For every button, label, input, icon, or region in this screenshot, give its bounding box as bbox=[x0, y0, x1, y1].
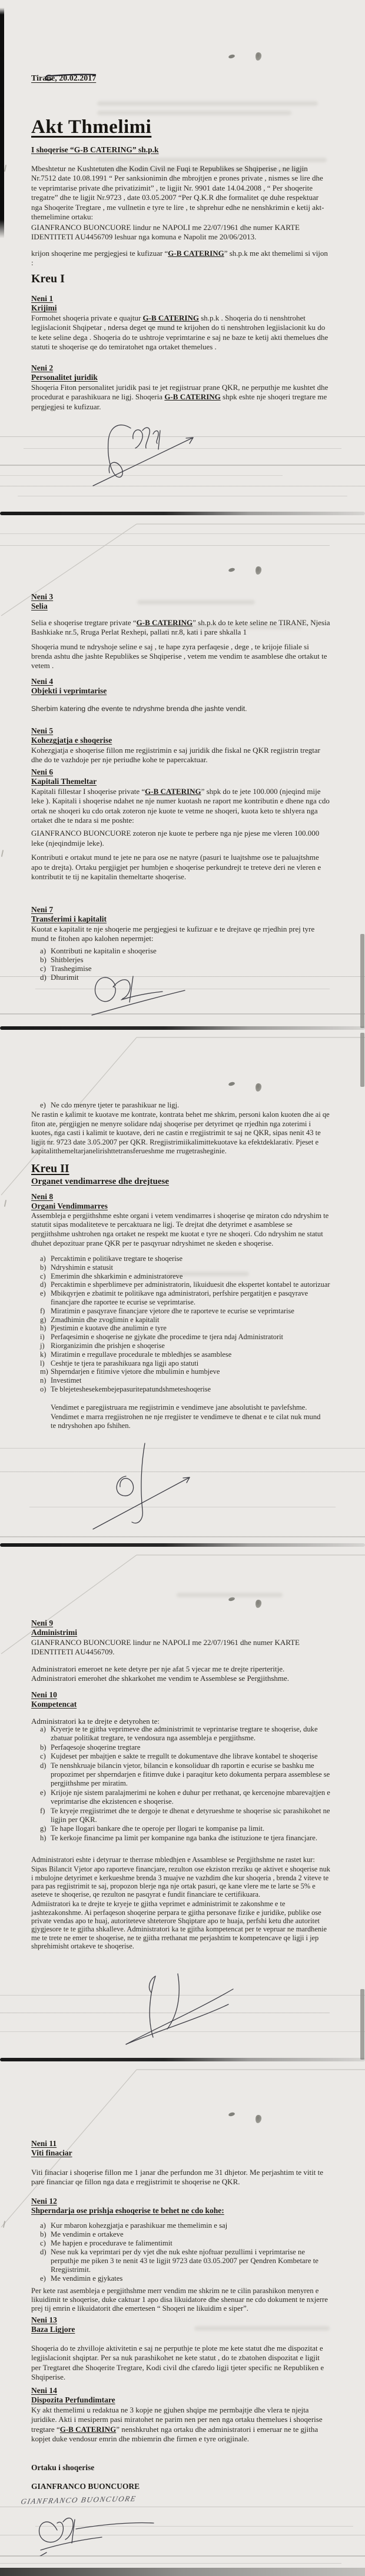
list-marker: d) bbox=[40, 1761, 47, 1770]
article-14-body bbox=[31, 2405, 330, 2444]
list-item bbox=[40, 1350, 330, 1359]
article-11-body: Viti finaciar i shoqerise fillon me 1 janar dhe perfundon me 31 dhjetor. Me perjashtim te vitit te pare financiar qe fillon nga data e rregjistrimit te shoqerise ne QKR. bbox=[31, 2167, 323, 2187]
article-5-section bbox=[31, 726, 330, 765]
article-1-number: Neni 1 bbox=[31, 294, 54, 303]
list-item-text: Kontributi ne kapitalin e shoqerise bbox=[51, 946, 157, 955]
list-item bbox=[40, 1752, 330, 1761]
company-name-emphasis: G-B CATERING bbox=[145, 786, 201, 796]
article-2-section bbox=[31, 363, 330, 412]
article-3-section bbox=[31, 592, 330, 671]
article-13-section bbox=[31, 2315, 330, 2382]
list-item-e bbox=[31, 1101, 330, 1110]
paragraph-text: Shoqeria Fiton personalitet juridik pasi te jet regjistruar prane QKR, ne perputhje me kushtet dhe procedurat e parashikuara ne ligj. Shoqeria bbox=[31, 382, 328, 402]
list-item-text: Te kryeje rregjistrimet dhe te dergoje te dhenat e detyrueshme te shoqerise sic parashikohet ne ligjin per QKR. bbox=[51, 1806, 330, 1824]
chapter-2-subheading: Organet vendimarrese dhe drejtuese bbox=[31, 1177, 169, 1186]
article-9-title: Administrimi bbox=[31, 1628, 78, 1637]
article-14-section bbox=[31, 2386, 330, 2444]
signature-ink-page-3 bbox=[88, 1440, 194, 1533]
article-4-section bbox=[31, 677, 330, 713]
list-item-text: Dhurimit bbox=[51, 972, 79, 982]
article-5-number: Neni 5 bbox=[31, 726, 54, 735]
article-4-body: Sherbim katering dhe evente te ndryshme brenda dhe jashte vendit. bbox=[31, 704, 247, 713]
article-11-section bbox=[31, 2139, 330, 2187]
paragraph-text: Formohet shoqeria private e quajtur bbox=[31, 313, 143, 322]
paragraph-text: ” nenshkruhet nga ortaku dhe administratori i emeruar ne te gjitha kopjet duke vendosur emrin dhe mbiemrin dhe firmen e tyre origjinale. bbox=[31, 2424, 318, 2444]
list-item bbox=[40, 2221, 330, 2230]
signature-ink-page-5 bbox=[32, 2509, 159, 2556]
paragraph-text: shpk eshte nje shoqeri tregtare me pergjegjesi te kufizuar. bbox=[31, 392, 327, 411]
article-9-body: GIANFRANCO BUONCUORE lindur ne NAPOLI me 22/07/1961 dhe numer KARTE IDENTITETI AU4456709. bbox=[31, 1637, 300, 1657]
list-item bbox=[40, 2230, 330, 2239]
founder-identity-paragraph: GIANFRANCO BUONCUORE lindur ne NAPOLI me 22/07/1961 dhe numer KARTE IDENTITETI AU4456709 leshuar nga komuna e Napolit me 20/06/2013. bbox=[31, 223, 300, 242]
article-7-body: Kuotat e kapitalit te nje shoqerie me pergjegjesi te kufizuar e te drejtave qe rrjedhin prej tyre mund te fitohen apo kalohen nepermjet: bbox=[31, 924, 315, 943]
handwritten-name: GIANFRANCO BUONCUORE bbox=[20, 2494, 137, 2506]
signature-ink-page-4 bbox=[117, 1971, 237, 2049]
list-marker: b) bbox=[40, 1743, 47, 1751]
scanner-edge-artifact bbox=[360, 1989, 364, 2060]
paragraph-text: Ky akt themelimi u redaktua ne 3 kopje ne gjuhen shqipe me permbajtje dhe vlera te njejta juridike. Akti i mesiperm pasi miratohet ne parim nen per nen nga ortaku themelues i shoqerise tregtare “ bbox=[31, 2405, 323, 2434]
page-separator bbox=[0, 512, 365, 515]
article-12-list bbox=[31, 2221, 330, 2283]
bleedthrough-text bbox=[97, 158, 327, 162]
list-marker: n) bbox=[40, 1376, 47, 1385]
capital-transfer-paragraph: Ne rastin e kalimit te kuotave me kontrate, kontrata behet me shkrim, personi kalon kuoten dhe ai qe fiton ate, pergjigjen ne menyre solidare ndaj shoqerise per detyrimet qe rrjedhin nga zoterimi i kuotes, nga casti i kalimit te kuotave, deri ne castin e rregjistrimit te saj ne QKR, sipas nenit 43 te ligjit nr. 9723 date 3.05.2007 per QKR. Rregjistrimiikalimittekuotave ka efektdeklarativ. Pjeset e kapitalitthemeltarjanelirishttetransferueshme me rrugetrasheginie. bbox=[31, 1110, 330, 1156]
company-name-emphasis: G-B CATERING bbox=[136, 618, 193, 627]
bleedthrough-text bbox=[97, 111, 291, 115]
article-8-list bbox=[31, 1254, 330, 1394]
list-item-text: Kujdeset per mbajtjen e sakte te rregullt te dokumentave dhe librave kontabel te shoqerise bbox=[51, 1752, 318, 1761]
page-separator bbox=[0, 2058, 365, 2061]
list-item-text: Miratimin e rregullave procedurale te mbledhjes se asamblese bbox=[51, 1350, 232, 1359]
list-item-text: Pjestimin e kuotave dhe anulimin e tyre bbox=[51, 1324, 167, 1333]
list-item-text: Ne cdo menyre tjeter te parashikuar ne ligj. bbox=[51, 1101, 180, 1109]
article-10-number: Neni 10 bbox=[31, 1690, 57, 1699]
article-13-number: Neni 13 bbox=[31, 2315, 57, 2324]
article-12-number: Neni 12 bbox=[31, 2197, 57, 2205]
paragraph-text: krijon shoqerine me pergjegjesi te kufizuar “ bbox=[31, 249, 168, 258]
list-item-text: Te blejeteshesekembejepasuritepatundshmeteshoqerise bbox=[51, 1384, 211, 1393]
page-separator bbox=[0, 1543, 365, 1547]
closing-founder-name: GIANFRANCO BUONCUORE bbox=[31, 2482, 140, 2491]
article-1-section bbox=[31, 294, 330, 352]
list-item bbox=[40, 2248, 330, 2274]
article-12-title: Shperndarja ose prishja eshoqerise te behet ne cdo kohe: bbox=[31, 2206, 224, 2215]
article-8-body: Assembleja e pergjithshme eshte organi i vetem vendimarres i shoqerise qe miraton cdo ndryshim te statutit sipas modaliteteve te percaktuara ne ligj. Te drejtat dhe detyrimet e asamblese se pergjithshme ushtrohen nga ortaket ne respekt me kuotat e tyre ne shoqeri. Cdo ndryshim ne statut dhuhet depozituar prane QKR per te pasqyruar ndryshimet ne skeden e shoqerise. bbox=[31, 1211, 329, 1247]
paragraph-text: Admiistratori ka te drejte te kryeje te gjitha veprimet e administrimit te zakonshme e te jashtezakonshme. Ai perfaqeson shoqerine perpara te gjitha personave fizike e juridike, publike ose private vendas apo te huaj, autoriteteve shteterore Shqiptare apo te huaja, perfshi ketu dhe autoritet gjygjesore te te gjitha shkalleve. Administratori ka te gjitha kompetencat per te vepruar ne mardhenie me te trete ne emer te shoqerise, ne te gjitha rrethanat me perjashtim te kompetencave qe ligji i jep shprehimisht ortakeve te shoqerise. bbox=[31, 1900, 327, 1950]
list-item bbox=[40, 1743, 330, 1752]
article-5-body: Kohezgjatja e shoqerise fillon me regjistrimin e saj juridik dhe fiskal ne QKR regjistrin tregtar dhe do te vazhdoje per nje periudhe kohe te papercaktuar. bbox=[31, 745, 320, 765]
article-1-body bbox=[31, 313, 330, 352]
article-6-title: Kapitali Themeltar bbox=[31, 777, 97, 786]
list-marker: m) bbox=[40, 1367, 48, 1376]
list-item bbox=[40, 1333, 330, 1342]
article-9-body-2: Administratori emeroet ne kete detyre per nje afat 5 vjecar me te drejte riperteritje. Administratori emerohet dhe shkarkohet me vendim te Assemblese se Pergjithshme. bbox=[31, 1664, 290, 1683]
article-11-title: Viti finaciar bbox=[31, 2148, 72, 2158]
article-8-title: Organi Vendimmarres bbox=[31, 1202, 108, 1211]
article-7-title: Transferimi i kapitalit bbox=[31, 915, 107, 924]
signature-ink-page-1 bbox=[81, 415, 199, 493]
list-item-text: Te hape llogari bankare dhe te operoje per llogari te kompanise pa limit. bbox=[51, 1824, 265, 1833]
list-item-text: Percaktimin e politikave tregtare te shoqerise bbox=[51, 1254, 182, 1263]
list-item-text: Zmadhimin dhe zvoglimin e kapitalit bbox=[51, 1315, 160, 1324]
bleedthrough-text bbox=[97, 101, 318, 106]
article-13-body: Shoqeria do te zhvilloje aktivitetin e saj ne perputhje te plote me kete statut dhe me dispozitat e legjislacionit shqiptar. Per sa nuk parashikohet ne kete statut , do te zbatohen dispozitat e ligjit per Tregtaret dhe Shoqerite Tregtare, Kodi civil dhe cfaredo ligji tjeter specific ne Republiken e Shqiperise. bbox=[31, 2343, 324, 2382]
scanner-edge-artifact bbox=[360, 1033, 364, 1087]
list-marker: f) bbox=[40, 1306, 45, 1315]
intro-paragraph: Mbeshtetur ne Kushtetuten dhe Kodin Civil ne Fuqi te Republikes se Shqiperise , ne ligjin Nr.7512 date 10.08.1991 “ Per sanksionimin dhe mbrojtjen e prones private , nismes se lire dhe te veprimtarise private dhe privatizimit” , te ligjit Nr. 9901 date 14.04.2008 , “ Per shoqerite tregatre” dhe te ligjit Nr.9723 , date 03.05.2007 “Per Q.K.R dhe formalitet qe duhe respektuar nga Shoqerite Tregtare , me vullnetin e tyre te lire , te shprehur edhe ne nenshkrimin e ketij akt-themelimine ortaku: bbox=[31, 164, 324, 222]
article-2-number: Neni 2 bbox=[31, 363, 54, 372]
article-8-tail-paragraph: Vendimet e paregjistruara me regjistrimin e vendimeve jane absolutisht te pavlefshme. Vendimet e marra rregjistrohen ne nje rregjister te vendimeve te dhenat e te cilat nuk mund te ndryshohen apo fshihen. bbox=[51, 1403, 321, 1430]
company-name-emphasis: G-B CATERING bbox=[168, 249, 224, 258]
list-item-text: Kur mbaron kohezgjatja e parashikuar me themelimin e saj bbox=[51, 2221, 228, 2230]
list-item-text: Te nenshkruaje bilancin vjetor, bilancin e konsoliduar dh raportin e ecurise se bashku me propozimet per shperndarjen e fitimve duke i paraqitur keto dokumenta perpara assemblese se pergjithshme per miratim. bbox=[51, 1761, 330, 1788]
list-item-text: Nese nuk ka veprimtari per dy vjet dhe nuk eshte njoftuar pezullimi i veprimtarise ne perputhje me piken 3 te nenit 43 te ligjit 9723 date 03.05.2007 per Qendren Kombetare te Rregjistrimit. bbox=[51, 2247, 318, 2274]
list-item bbox=[40, 1807, 330, 1825]
list-item-text: Me vendimin e gjykates bbox=[51, 2274, 123, 2283]
list-item bbox=[40, 1834, 330, 1843]
list-marker: h) bbox=[40, 1324, 47, 1333]
paragraph-text: Kapitali fillestar I shoqerise private “ bbox=[31, 786, 145, 796]
article-6-body bbox=[31, 787, 330, 826]
list-marker: g) bbox=[40, 1824, 47, 1833]
article-3-number: Neni 3 bbox=[31, 592, 54, 601]
list-marker: d) bbox=[40, 972, 47, 982]
list-marker: e) bbox=[40, 1101, 46, 1109]
list-item bbox=[40, 1316, 330, 1324]
article-4-title: Objekti i veprimtarise bbox=[31, 686, 107, 696]
list-item bbox=[40, 1725, 330, 1743]
list-item-text: Te kerkoje financime pa limit per kompanine nga banka dhe istituzione te tjera financjare. bbox=[51, 1833, 318, 1842]
article-9-number: Neni 9 bbox=[31, 1619, 54, 1627]
list-item bbox=[40, 2274, 330, 2283]
list-item bbox=[40, 1359, 330, 1368]
article-6-number: Neni 6 bbox=[31, 768, 54, 776]
list-item-text: Riorganizimin dhe prishjen e shoqerise bbox=[51, 1341, 165, 1350]
paragraph-text: ” sh.p.k me akt themelimi si vijon : bbox=[31, 249, 328, 268]
list-item-text: Shitblerjes bbox=[51, 955, 84, 964]
article-8-section bbox=[31, 1192, 330, 1248]
list-item bbox=[40, 1824, 330, 1833]
list-item bbox=[40, 946, 330, 955]
scanner-edge-artifact bbox=[360, 934, 364, 1028]
article-10-list bbox=[31, 1725, 330, 1843]
company-name-emphasis: G-B CATERING bbox=[59, 2424, 117, 2434]
list-item-text: Ndryshimin e statusit bbox=[51, 1263, 114, 1272]
paragraph-text: Sipas Bilancit Vjetor apo raporteve financjare, rezulton ose ekziston rreziku qe aktivet e shoqerise nuk i mbulojne detyrimet e kerkueshme brenda 3 muajve ne vazhdim dhe kur shoqeria , brenda 2 viteve te para pas regjistrimit te saj, propozon blerje nga nje ortak pasuri, qe kane vlere me te larte se 5% e aseteve te shoqerise, qe rezulton ne pasqyrat e fundit financiare te certifikuara. bbox=[31, 1865, 330, 1899]
article-12-section bbox=[31, 2197, 330, 2313]
paragraph-text: ” shpk do te jete 100.000 (njeqind mije leke ). Kapitali i shoqerise ndahet ne nje numer kuotash ne raport me kontributin e dhene nga cdo ortak ne shoqeri ku cdo ortak zoteron nje kuote te vetme ne shoqeri, kuota keto te shlyera nga ortaket dhe te ndara si me poshte: bbox=[31, 786, 330, 825]
article-2-body bbox=[31, 383, 330, 412]
closing-role-label: Ortaku i shoqerise bbox=[31, 2463, 95, 2472]
list-item-text: Perfaqesoje shoqerine tregtare bbox=[51, 1743, 141, 1751]
chapter-1-heading: Kreu I bbox=[31, 272, 65, 285]
list-item-text: Miratimin e pasqyrave financjare vjetore dhe te raporteve te ecurise se veprimtarise bbox=[51, 1306, 294, 1315]
list-item-text: Ceshtje te tjera te parashikuara nga ligji apo statuti bbox=[51, 1359, 199, 1367]
list-item-text: Emerimin dhe shkarkimin e administratoreve bbox=[51, 1272, 183, 1280]
list-marker: b) bbox=[40, 955, 47, 964]
list-item bbox=[40, 1307, 330, 1316]
paragraph-text: ” sh.p.k do te kete seline ne TIRANE, Njesia Bashkiake nr.5, Rruga Perlat Rexhepi, pallati nr.8, kati i pare shkalla 1 bbox=[31, 618, 330, 637]
list-marker: f) bbox=[40, 1806, 45, 1815]
article-3-body bbox=[31, 618, 330, 638]
list-marker: a) bbox=[40, 946, 47, 955]
list-item-text: Investimet bbox=[51, 1376, 82, 1385]
chapter-2-heading: Kreu II bbox=[31, 1162, 69, 1175]
signature-ink-page-2 bbox=[86, 966, 189, 1017]
list-item bbox=[40, 1788, 330, 1807]
scanner-edge-artifact bbox=[0, 8, 4, 238]
company-name-emphasis: G-B CATERING bbox=[164, 392, 221, 402]
bleedthrough-text bbox=[177, 1593, 283, 1597]
list-item bbox=[40, 1272, 330, 1281]
article-8-number: Neni 8 bbox=[31, 1192, 54, 1201]
paragraph-text: Administratori eshte i detyruar te therrase mbledhjen e Assamblese se Pergjithshme ne rastet kur: bbox=[31, 1856, 315, 1864]
list-marker: e) bbox=[40, 1289, 46, 1298]
article-10-title: Kompetencat bbox=[31, 1700, 77, 1709]
list-item-text: Me hapjen e procedurave te falimentimit bbox=[51, 2238, 172, 2247]
article-12-tail: Per kete rast asembleja e pergjithshme merr vendim me shkrim ne te cilin parashikon menyren e likuidimit te shoqerise, duke caktuar 1 apo disa likuidatore dhe shenuar ne cdo dokument te nxjerre prej tij emrin e likuidatorit dhe emertesen “ Shoqeri ne likuidim e siper”. bbox=[31, 2286, 328, 2313]
list-item bbox=[40, 1376, 330, 1385]
document-title: Akt Thmelimi bbox=[31, 116, 152, 138]
article-11-number: Neni 11 bbox=[31, 2139, 57, 2148]
list-marker: j) bbox=[40, 1341, 45, 1350]
article-6-body-2: GIANFRANCO BUONCUORE zoteron nje kuote te perbere nga nje pjese me vleren 100.000 leke (njeqindmije leke). bbox=[31, 829, 320, 847]
list-item bbox=[40, 1761, 330, 1788]
list-marker: c) bbox=[40, 1272, 46, 1280]
article-3-body-2: Shoqeria mund te ndryshoje seline e saj , te hape zyra perfaqesie , dege , te krijoje filiale si brenda ashtu dhe jashte Republikes se Shqiperise , vetem me vendim te asamblese dhe ortakut te vetem . bbox=[31, 642, 327, 670]
article-5-title: Kohezgjatja e shoqerise bbox=[31, 736, 112, 745]
list-marker: o) bbox=[40, 1384, 47, 1393]
list-item bbox=[40, 1289, 330, 1307]
list-item bbox=[40, 1263, 330, 1272]
list-marker: g) bbox=[40, 1315, 47, 1324]
list-marker: a) bbox=[40, 2221, 46, 2230]
list-item bbox=[40, 1254, 330, 1263]
list-item-text: Trashegimise bbox=[51, 963, 92, 973]
article-10-section bbox=[31, 1690, 330, 1726]
list-item bbox=[40, 1280, 330, 1289]
list-marker: i) bbox=[40, 1333, 45, 1342]
list-item bbox=[40, 1324, 330, 1333]
paragraph-text: Selia e shoqerise tregtare private “ bbox=[31, 618, 137, 627]
list-item-text: Kryerje te te gjitha veprimeve dhe administrimit te veprintarise tregtare te shoqerise, duke zbatuar politikat tregtare, te vendosura nga assembleja e pergjithsme. bbox=[51, 1725, 318, 1743]
document-date-line: Tirane, 20.02.2017 bbox=[31, 74, 97, 83]
paragraph-text: sh.p.k . Shoqeria do ti nenshtrohet legjislacionit Shqipetar , ndersa deget qe mund te krijohen do ti nenshtrohen legjislacionit ku do te kete seline dega . Shoqeria do te ushtroje veprimtarine e saj ne baze te ketij akti themelues dhe statuti te shoqerise qe do temiratohet nga ortaket themelues . bbox=[31, 313, 328, 352]
article-13-title: Baza Ligjore bbox=[31, 2325, 75, 2334]
list-item bbox=[40, 1342, 330, 1350]
list-item-text: Percaktimin e shperblimeve per administratorin, likuiduesit dhe ekspertet kontabel te autorizuar bbox=[51, 1280, 330, 1289]
list-item bbox=[40, 2239, 330, 2248]
article-6-body-3: Kontributi e ortakut mund te jete ne para ose ne natyre (pasuri te luajtshme ose te paluajtshme apo te drejta). Ortaku pergjigjet per humbjen e shoqerise perkundrejt te treteve deri ne vleren e kontributit te tij ne kapitalin themeltarte shoqerise. bbox=[31, 853, 321, 882]
list-marker: c) bbox=[40, 1752, 46, 1761]
list-marker: c) bbox=[40, 2238, 46, 2247]
list-marker: d) bbox=[40, 1280, 47, 1289]
list-item bbox=[40, 955, 330, 964]
list-item-text: Krijoje nje sistem paralajmerimi ne kohen e duhur per rrethanat, qe kercenojne mbarevajtjen e veprimtarise dhe ekzistencen e shoqerise. bbox=[51, 1788, 330, 1806]
list-marker: e) bbox=[40, 1788, 46, 1797]
article-4-number: Neni 4 bbox=[31, 677, 54, 686]
list-marker: c) bbox=[40, 963, 47, 973]
list-marker: e) bbox=[40, 2274, 46, 2283]
article-2-title: Personalitet juridik bbox=[31, 373, 98, 382]
list-item-text: Shperndarjen e fitimive vjetore dhe mbulimin e humbjeve bbox=[51, 1367, 220, 1376]
list-item bbox=[40, 1385, 330, 1394]
article-10-lead: Administratori ka te drejte e detyrohen te: bbox=[31, 1716, 160, 1726]
list-item-text: Mbikqyrjen e zbatimit te politikave nga administratori, perfshire pergatitjen e pasqyrave financjare dhe raportee te ecurise se veprimtarise. bbox=[51, 1289, 308, 1306]
list-item-text: Perfaqesimin e shoqerise ne gjykate dhe procedime te tjera ndaj Administratorit bbox=[51, 1333, 283, 1342]
article-14-title: Dispozita Perfundimtare bbox=[31, 2395, 115, 2405]
article-6-section bbox=[31, 768, 330, 882]
list-marker: b) bbox=[40, 2230, 47, 2238]
list-marker: k) bbox=[40, 1350, 47, 1359]
creation-statement bbox=[31, 249, 330, 268]
list-marker: a) bbox=[40, 1254, 46, 1263]
list-marker: d) bbox=[40, 2247, 47, 2256]
article-10-tail bbox=[31, 1856, 330, 1950]
list-marker: l) bbox=[40, 1359, 45, 1367]
article-7-number: Neni 7 bbox=[31, 905, 54, 914]
document-subtitle: I shoqerise “G-B CATERING” sh.p.k bbox=[31, 145, 159, 154]
list-marker: h) bbox=[40, 1833, 47, 1842]
article-14-number: Neni 14 bbox=[31, 2386, 57, 2395]
article-3-title: Selia bbox=[31, 602, 48, 611]
list-marker: a) bbox=[40, 1725, 46, 1733]
list-item-text: Me vendimin e ortakeve bbox=[51, 2230, 124, 2238]
page-separator bbox=[0, 1026, 365, 1030]
list-item bbox=[40, 1367, 330, 1376]
company-name-emphasis: G-B CATERING bbox=[142, 313, 199, 322]
article-1-title: Krijimi bbox=[31, 303, 57, 313]
article-9-section bbox=[31, 1619, 330, 1683]
scan-bottom-edge bbox=[0, 2568, 365, 2576]
list-marker: b) bbox=[40, 1263, 47, 1272]
